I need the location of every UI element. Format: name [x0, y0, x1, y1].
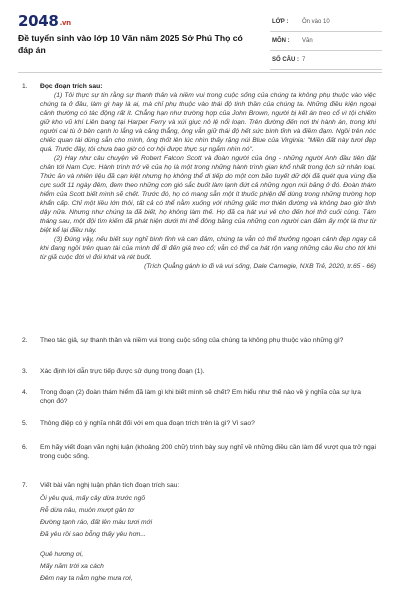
meta-row-subject	[270, 35, 382, 51]
poem-line: Quê hương ơi,	[40, 551, 84, 558]
question-body	[40, 82, 376, 271]
question-number: 4.	[22, 389, 28, 396]
meta-key: LỚP :	[272, 19, 289, 25]
question-number: 7.	[22, 482, 28, 489]
question-number: 5.	[22, 420, 28, 427]
logo-suffix: .vn	[59, 19, 71, 27]
meta-key: SỐ CÂU :	[272, 57, 299, 63]
question-text: Viết bài văn nghị luận phân tích đoạn trích sau:	[40, 482, 180, 489]
passage-paragraph: (2) Hay như câu chuyện về Robert Falcon Scott và đoàn người của ông - những người Anh đầu tiên đặt chân tới Nam Cực. Hành trình trở về của họ là một trong những hành trình gian khổ nhất trong lịch sử nhân loại. Thức ăn và nhiên liệu đã cạn kiệt nhưng họ không thể di tiếp do một cơn bão tuyết dữ dội đã quét qua vùng địa cực suốt 11 ngày đêm, đem theo những cơn gió sắc buốt làm lạnh đứt cả những ngọn núi băng ở đó. Đoàn thám hiểm của Scott biết mình sẽ chết. Trước đó, họ có mang sẵn một ít thuốc phiện để dùng trong những trường hợp khẩn cấp. Chỉ một liều lớn thôi, tất cả có thể nằm xuống với những giấc mơ thiên đường và không bao giờ tỉnh dậy nữa. Nhưng như chúng ta đã biết, họ không làm thế. Họ đã ca hát vui vẻ cho đến hơi thở cuối cùng. Tám tháng sau, một đội tìm kiếm đã phát hiện dưới thi thể đông băng của những con người can đảm ấy một lá thư từ biệt kể lại điều này.	[40, 155, 376, 234]
question-lead: Đọc đoạn trích sau:	[40, 83, 103, 90]
logo-text: 2048	[18, 12, 59, 30]
exam-title: Đề tuyển sinh vào lớp 10 Văn năm 2025 Sở Phú Thọ có đáp án	[18, 33, 243, 55]
question-number: 3.	[22, 368, 28, 375]
question-body	[40, 481, 376, 586]
poem-line: Rễ dừa nâu, muôn mượt gân tơ	[40, 507, 134, 514]
site-logo[interactable]	[18, 12, 71, 30]
meta-value: Văn	[302, 38, 313, 44]
question-number: 2.	[22, 337, 28, 344]
meta-value: Ôn vào 10	[302, 19, 330, 25]
question-number: 1.	[22, 83, 28, 90]
meta-key: MÔN :	[272, 38, 290, 44]
passage-citation: (Trích Quẳng gánh lo đi và vui sống, Dale Carnegie, NXB Trẻ, 2020, tr.65 - 66)	[144, 263, 376, 270]
poem-line: Đêm nay ta nằm nghe mưa rơi,	[40, 575, 133, 582]
poem-excerpt	[40, 494, 376, 583]
stanza-break	[40, 542, 376, 550]
question-text: Thông điệp có ý nghĩa nhất đối với em qua đoạn trích trên là gì? Vì sao?	[40, 420, 255, 427]
question-text: Trong đoạn (2) đoàn thám hiểm đã làm gì khi biết mình sẽ chết? Em hiểu như thế nào về ý nghĩa của sự lựa chọn đó?	[40, 389, 361, 405]
passage-paragraph: (1) Tôi thực sự tin rằng sự thanh thản và niềm vui trong cuộc sống của chúng ta không phụ thuộc vào việc chúng ta ở đâu, làm gì hay là ai, mà chỉ phụ thuộc vào thái độ tinh thần của chúng ta. Những điều kiện ngoại cảnh thường có tác động rất ít. Chẳng hạn như trường hợp của John Brown, người bị kết án treo cổ vì tội chiếm giữ kho vũ khí Liên bang tại Harper Ferry và xúi giục nô lệ nổi loạn. Trên đường đến nơi thi hành án, trong khi người cai tù ở bên cạnh lo lắng và căng thẳng, ông vẫn giữ thái độ hết sức bình tĩnh và điềm đạm. Ngồi trên nóc chiếc quan tài dùng sẵn cho mình, ông thốt lên lúc nhìn thấy rặng núi Blue của Virginia: "Miền đất này tươi đẹp quá. Trước đây, tôi chưa bao giờ có cơ hội được thực sự ngắm nhìn nó".	[40, 92, 376, 153]
question-text: Xác định lời dẫn trực tiếp được sử dụng trong đoạn (1).	[40, 368, 205, 375]
poem-line: Mấy năm trời xa cách	[40, 563, 104, 570]
question-text: Em hãy viết đoạn văn nghị luận (khoảng 200 chữ) trình bày suy nghĩ về những điều cần làm để vượt qua trở ngại trong cuộc sống.	[40, 444, 376, 460]
question-number: 6.	[22, 444, 28, 451]
exam-meta	[270, 16, 382, 73]
poem-line: Đường tạnh ráo, đất lên màu tươi mới	[40, 519, 153, 526]
reading-passage	[40, 91, 376, 262]
passage-paragraph: (3) Đúng vậy, nếu biết suy nghĩ bình tĩnh và can đảm, chúng ta vẫn có thể thưởng ngoạn cảnh đẹp ngay cả khi đang ngồi trên quan tài của mình để đi đến giá treo cổ; vẫn có thể ca hát rộn vang những câu lều cho tới khi từ giã cuộc đời vì đói khát và rét buốt.	[40, 236, 376, 261]
meta-value: 7	[302, 57, 306, 63]
header-divider	[18, 72, 382, 73]
poem-line: Ôi yêu quá, mấy cây dừa trước ngõ	[40, 495, 146, 502]
poem-line: Đã yêu rồi sao bỗng thấy yêu hơn...	[40, 531, 146, 538]
page-header	[18, 12, 382, 68]
meta-row-grade	[270, 16, 382, 32]
question-text: Theo tác giả, sự thanh thản và niềm vui trong cuộc sống của chúng ta không phụ thuộc vào những gì?	[40, 337, 344, 344]
meta-row-question-count	[270, 54, 382, 70]
